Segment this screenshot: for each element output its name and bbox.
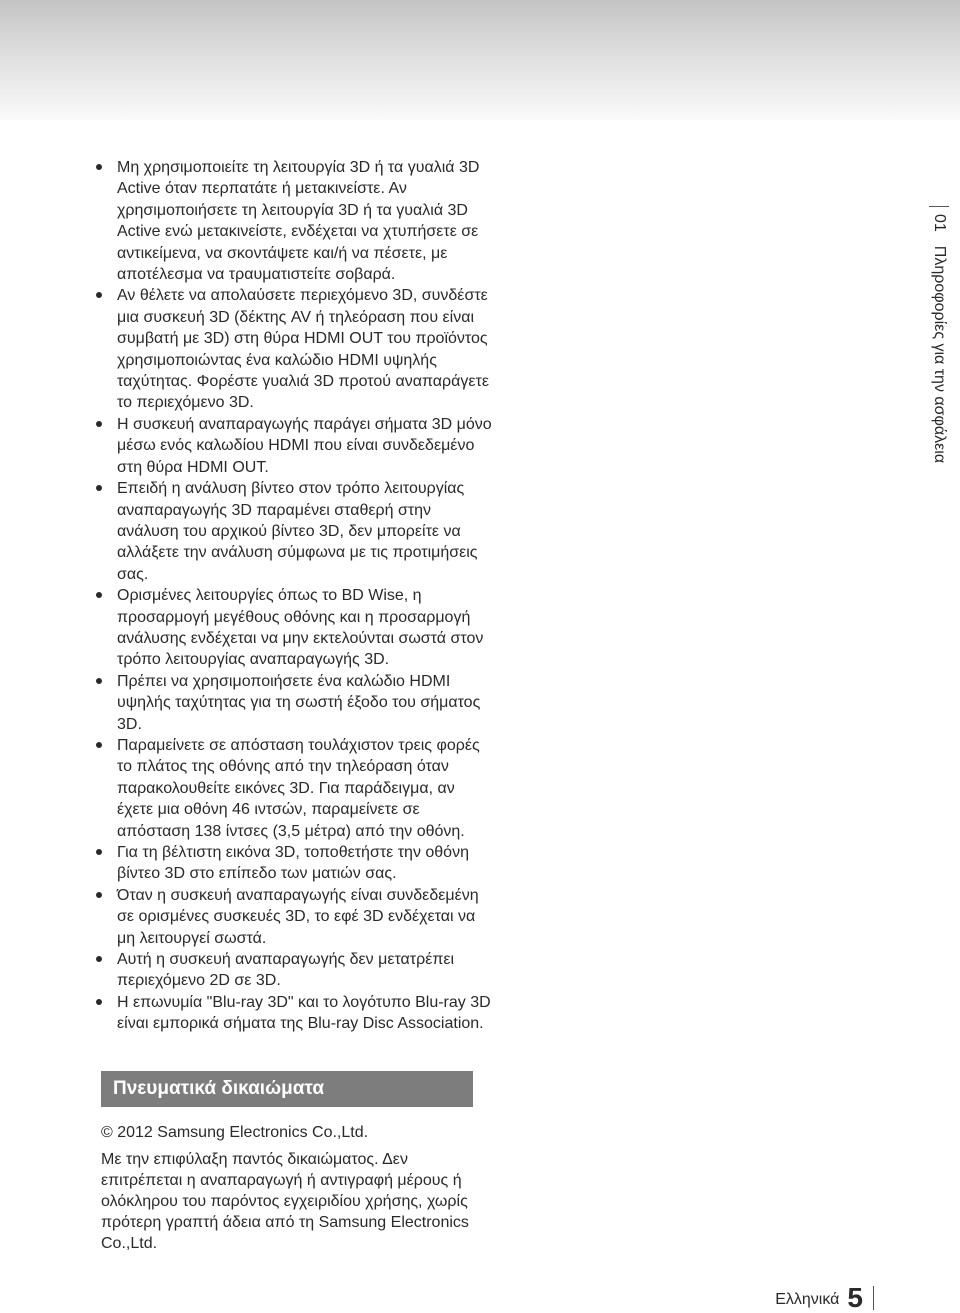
bullet-text: Αν θέλετε να απολαύσετε περιεχόμενο 3D, συνδέστε μια συσκευή 3D (δέκτης AV ή τηλεόραση που είναι συμβατή με 3D) στη θύρα HDMI OUT του προϊόντος χρησιμοποιώντας ένα καλώδιο HDMI υψηλής ταχύτητας. Φορέστε γυαλιά 3D προτού αναπαράγετε το περιεχόμενο 3D. xyxy=(117,287,489,412)
header-banner xyxy=(0,0,960,120)
bullet-text: Μη χρησιμοποιείτε τη λειτουργία 3D ή τα γυαλιά 3D Active όταν περπατάτε ή μετακινείστε. Αν χρησιμοποιήσετε τη λειτουργία 3D ή τα γυαλιά 3D Active ενώ μετακινείστε, ενδέχεται να χτυπήσετε σε αντικείμενα, να σκοντάψετε και/ή να πέσετε, με αποτέλεσμα να τραυματιστείτε σοβαρά. xyxy=(117,159,480,284)
chapter-title: Πληροφορίες για την ασφάλεια xyxy=(931,245,948,464)
bullet-item xyxy=(95,735,495,842)
bullet-icon xyxy=(96,742,102,748)
section-title: Πνευματικά δικαιώματα xyxy=(113,1078,325,1099)
bullet-item xyxy=(95,585,495,671)
side-tab-divider xyxy=(929,206,949,207)
bullet-icon xyxy=(96,849,102,855)
rights-text: Με την επιφύλαξη παντός δικαιώματος. Δεν επιτρέπεται η αναπαραγωγή ή αντιγραφή μέρους ή ολόκληρου του παρόντος εγχειριδίου χρήσης, χωρίς πρότερη γραπτή άδεια από τη Samsung Electronics Co.,Ltd. xyxy=(101,1151,469,1252)
copyright-block xyxy=(101,1122,481,1254)
bullet-item xyxy=(95,949,495,992)
bullet-item xyxy=(95,285,495,413)
bullet-text: Αυτή η συσκευή αναπαραγωγής δεν μετατρέπει περιεχόμενο 2D σε 3D. xyxy=(117,951,455,990)
bullet-item xyxy=(95,157,495,285)
bullet-icon xyxy=(96,421,102,427)
page-footer xyxy=(775,1282,874,1312)
bullet-item xyxy=(95,478,495,585)
bullet-text: Πρέπει να χρησιμοποιήσετε ένα καλώδιο HDMI υψηλής ταχύτητας για τη σωστή έξοδο του σήματος 3D. xyxy=(117,672,481,733)
side-tab-text xyxy=(930,214,948,463)
bullet-text: Η επωνυμία "Blu-ray 3D" και το λογότυπο Blu-ray 3D είναι εμπορικά σήματα της Blu-ray Disc Association. xyxy=(117,993,491,1033)
bullet-icon xyxy=(96,999,102,1005)
bullet-text: Επειδή η ανάλυση βίντεο στον τρόπο λειτουργίας αναπαραγωγής 3D παραμένει σταθερή στην ανάλυση του αρχικού βίντεο 3D, δεν μπορείτε να αλλάξετε την ανάλυση σύμφωνα με τις προτιμήσεις σας. xyxy=(117,480,478,583)
bullet-icon xyxy=(96,592,102,598)
bullet-text: Όταν η συσκευή αναπαραγωγής είναι συνδεδεμένη σε ορισμένες συσκευές 3D, το εφέ 3D ενδέχεται να μη λειτουργεί σωστά. xyxy=(117,886,479,947)
safety-bullet-list xyxy=(95,157,495,1035)
bullet-icon xyxy=(96,956,102,962)
bullet-text: Παραμείνετε σε απόσταση τουλάχιστον τρεις φορές το πλάτος της οθόνης από την τηλεόραση όταν παρακολουθείτε εικόνες 3D. Για παράδειγμα, αν έχετε μια οθόνη 46 ιντσών, παραμείνετε σε απόσταση 138 ίντσες (3,5 μέτρα) από την οθόνη. xyxy=(117,736,480,840)
bullet-icon xyxy=(96,678,102,684)
bullet-text: Για τη βέλτιστη εικόνα 3D, τοποθετήστε την οθόνη βίντεο 3D στο επίπεδο των ματιών σας. xyxy=(117,844,469,883)
copyright-line: © 2012 Samsung Electronics Co.,Ltd. xyxy=(101,1124,369,1141)
bullet-icon xyxy=(96,292,102,298)
bullet-icon xyxy=(96,485,102,491)
chapter-number: 01 xyxy=(931,214,948,232)
bullet-item xyxy=(95,842,495,885)
bullet-icon xyxy=(96,164,102,170)
page-number: 5 xyxy=(847,1282,863,1313)
copyright-section-header xyxy=(101,1071,473,1107)
bullet-item xyxy=(95,671,495,735)
bullet-item xyxy=(95,992,495,1035)
chapter-side-tab xyxy=(927,206,951,506)
footer-language: Ελληνικά xyxy=(775,1291,840,1308)
footer-divider xyxy=(873,1286,874,1310)
bullet-item xyxy=(95,414,495,478)
bullet-item xyxy=(95,885,495,949)
bullet-icon xyxy=(96,892,102,898)
bullet-text: Ορισμένες λειτουργίες όπως το BD Wise, η προσαρμογή μεγέθους οθόνης και η προσαρμογή ανάλυσης ενδέχεται να μην εκτελούνται σωστά στον τρόπο λειτουργίας αναπαραγωγής 3D. xyxy=(117,587,484,669)
bullet-text: Η συσκευή αναπαραγωγής παράγει σήματα 3D μόνο μέσω ενός καλωδίου HDMI που είναι συνδεδεμένο στη θύρα HDMI OUT. xyxy=(117,415,492,476)
